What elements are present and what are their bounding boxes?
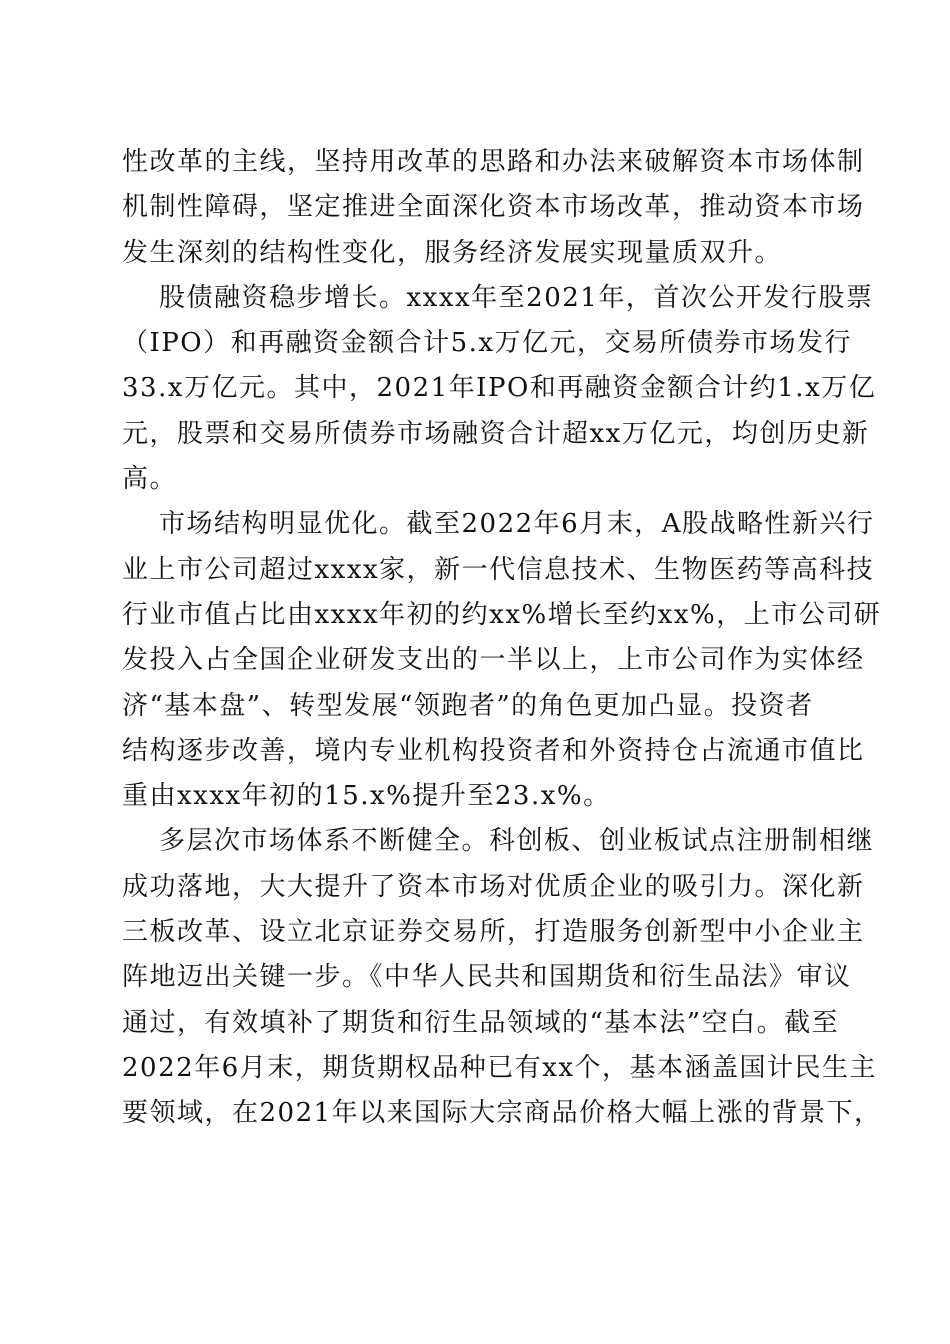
text-line: 发投入占全国企业研发支出的一半以上，上市公司作为实体经 xyxy=(122,645,865,676)
text-line: （IPO）和再融资金额合计5.x万亿元，交易所债券市场发行 xyxy=(122,328,853,359)
paragraph-start-line: 多层次市场体系不断健全。科创板、创业板试点注册制相继 xyxy=(159,826,875,857)
text-line: 机制性障碍，坚定推进全面深化资本市场改革，推动资本市场 xyxy=(122,192,865,223)
text-line: 重由xxxx年初的15.x%提升至23.x%。 xyxy=(122,781,611,812)
text-line: 成功落地，大大提升了资本市场对优质企业的吸引力。深化新 xyxy=(122,871,865,902)
text-line: 要领域，在2021年以来国际大宗商品价格大幅上涨的背景下， xyxy=(122,1098,882,1129)
text-line: 2022年6月末，期货期权品种已有xx个，基本涵盖国计民生主 xyxy=(122,1052,878,1083)
text-line: 济“基本盘”、转型发展“领跑者”的角色更加凸显。投资者 xyxy=(122,690,814,721)
text-line: 行业市值占比由xxxx年初的约xx%增长至约xx%，上市公司研 xyxy=(122,599,882,630)
body-text xyxy=(122,140,882,1137)
text-line: 性改革的主线，坚持用改革的思路和办法来破解资本市场体制 xyxy=(122,147,865,177)
text-line: 三板改革、设立北京证券交易所，打造服务创新型中小企业主 xyxy=(122,917,865,948)
text-line: 通过，有效填补了期货和衍生品领域的“基本法”空白。截至 xyxy=(122,1007,840,1038)
text-line: 高。 xyxy=(122,464,178,495)
paragraph-start-line: 市场结构明显优化。截至2022年6月末，A股战略性新兴行 xyxy=(159,509,875,540)
text-line: 元，股票和交易所债券市场融资合计超xx万亿元，均创历史新 xyxy=(122,418,870,449)
text-line: 33.x万亿元。其中，2021年IPO和再融资金额合计约1.x万亿 xyxy=(122,373,877,404)
text-line: 业上市公司超过xxxx家，新一代信息技术、生物医药等高科技 xyxy=(122,554,875,585)
paragraph-start-line: 股债融资稳步增长。xxxx年至2021年，首次公开发行股票 xyxy=(159,282,874,313)
text-line: 发生深刻的结构性变化，服务经济发展实现量质双升。 xyxy=(122,237,783,268)
text-line: 阵地迈出关键一步。《中华人民共和国期货和衍生品法》审议 xyxy=(122,962,852,993)
text-line: 结构逐步改善，境内专业机构投资者和外资持仓占流通市值比 xyxy=(122,735,865,766)
